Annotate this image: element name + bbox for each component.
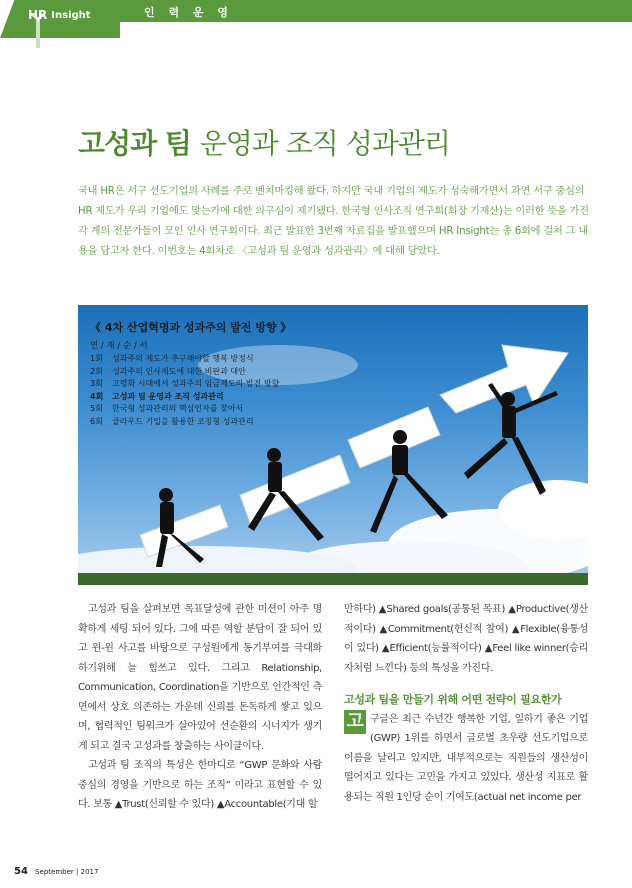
lead-paragraph: 국내 HR은 서구 선도기업의 사례를 주로 벤치마킹해 왔다. 하지만 국내 기업의 제도가 성숙해가면서 과연 서구 중심의 HR 제도가 우리 기업에도 맞는가에 대한 의구심이 제기됐다. 한국형 인사조직 연구회(회장 기재산)는 이러한 뜻을 가진 각 계의 전문가들이 모인 인사 연구회이다. 최근 발표한 3번째 자료집을 발표했으며 HR Insight는 총 6회에 걸쳐 그 내용을 담고자 한다. 이번호는 4회차로 〈고성과 팀 운영과 성과관리〉에 대해 담았다. [78,186,589,257]
hr-insight-logo [28,8,91,22]
body-column-left [78,600,322,815]
series-item-current [90,391,279,404]
series-no: 2회 [90,366,103,376]
series-text: 성과주의 제도가 추구해야할 행복 방정식 [112,354,254,363]
series-text: 고성과 팀 운영과 조직 성과관리 [112,391,224,401]
series-list [90,353,279,429]
series-item [90,403,279,416]
series-box-title: 《 4차 산업혁명과 성과주의 발전 방향 》 [90,321,292,334]
issue-date: September | 2017 [35,868,99,876]
page-number: 54 [14,866,28,877]
title-bold: 고성과 팀 [78,127,191,160]
series-no: 4회 [90,391,104,401]
hero-photo [78,305,588,585]
hero-illustration [78,305,588,585]
body-paragraph: 고성과 팀을 살펴보면 목표달성에 관한 미션이 아주 명확하게 세팅 되어 있다. 그에 따른 역할 분담이 잘 되어 있고 윈-윈 사고를 바탕으로 구성원에게 동기부여를 극대화 하기위해 늘 힘쓰고 있다. 그리고 Relationship, Communication, Coordination을 기반으로 인간적인 측면에서 상호 의존하는 가운데 신뢰를 돈독하게 쌓고 있으며, 협력적인 팀워크가 살아있어 선순환의 시너지가 생기게 되고 결국 고성과를 창출하는 사이클이다. [78,604,322,752]
series-box-subtitle: 연 / 재 / 순 / 서 [90,341,148,351]
section-heading [344,690,588,710]
series-text: 고령화 시대에서 성과주의 임금제도의 발전 방향 [112,379,280,389]
section-heading-text: 고성과 팀을 만들기 위해 어떤 전략이 필요한가 [344,693,562,706]
body-column-right [344,600,588,807]
logo-hr: HR [28,8,48,22]
series-text: 클라우드 기업을 활용한 코칭형 성과관리 [112,416,254,426]
series-item [90,416,279,429]
series-no: 1회 [90,354,103,363]
body-paragraph-text: 구글은 최근 수년간 행복한 기업, 일하기 좋은 기업(GWP) 1위를 하면서 글로벌 초우량 선도기업으로 이름을 날리고 있지만, 내부적으로는 직원들의 생산성이 떨어지고 있다는 고민을 가지고 있었다. 생산성 지표로 활용되는 직원 1인당 순이 기여도(actual net income per [344,713,588,803]
body-paragraph-dropcap [344,710,588,808]
series-text: 성과주의 인사제도에 대한 비판과 대안 [112,366,246,376]
section-label: 인 력 운 영 [144,6,233,19]
body-paragraph: 만하다) ▲Shared goals(공통된 목표) ▲Productive(생산적이다) ▲Commitment(헌신적 참여) ▲Flexible(융통성이 있다) ▲Efficient(능률적이다) ▲Feel like winner(승리자처럼 느낀다) 등의 특성을 가진다. [344,604,588,674]
series-text: 한국형 성과관리의 핵심인자를 찾아서 [112,404,244,414]
article-title [78,122,450,162]
series-item [90,366,279,379]
series-no: 6회 [90,416,103,426]
title-light: 운영과 조직 성과관리 [199,127,450,160]
series-item [90,353,279,366]
body-paragraph: 고성과 팀 조직의 특성은 한마디로 “GWP 문화와 사람 중심의 경영을 기반으로 하는 조직” 이라고 표현할 수 있다. 보통 ▲Trust(신뢰할 수 있다) ▲Accountable(기대 할 [78,760,322,810]
series-no: 5회 [90,404,103,414]
logo-pole [36,18,40,48]
series-no: 3회 [90,379,103,389]
drop-cap: 고 [344,710,366,734]
logo-insight: Insight [51,9,91,21]
series-item [90,378,279,391]
page-footer [14,866,98,877]
